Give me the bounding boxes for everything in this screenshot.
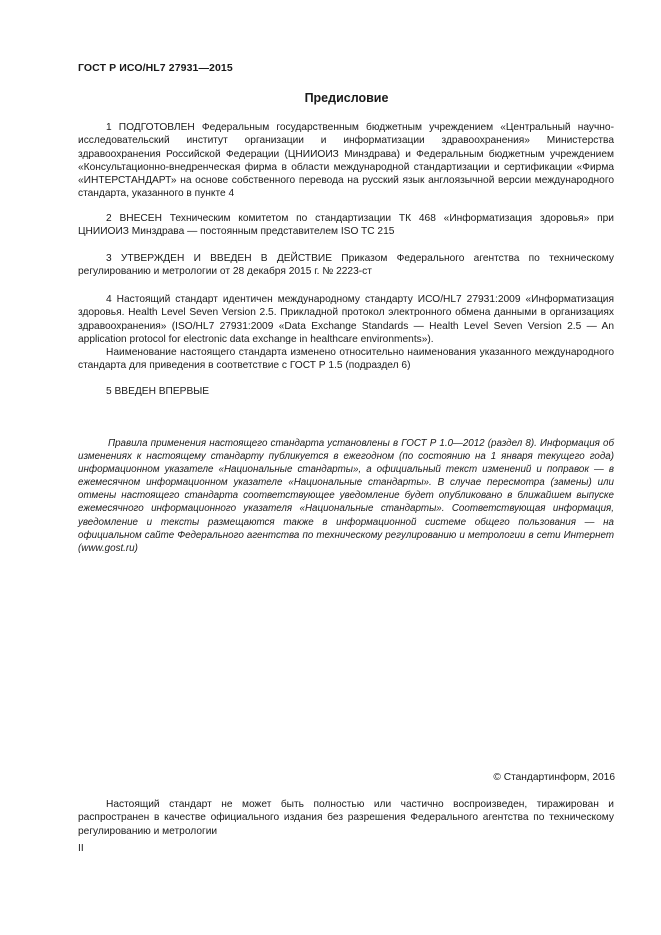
preface-title-text: Предисловие: [304, 91, 389, 105]
standard-code-header: ГОСТ Р ИСО/HL7 27931—2015: [78, 62, 233, 74]
reproduction-restriction-note: Настоящий стандарт не может быть полностью или частично воспроизведен, тиражирован и распространен в качестве официального издания без разрешения Федерального агентства по техническому регулированию и метрологии: [78, 799, 614, 837]
preface-item-4-note: Наименование настоящего стандарта изменено относительно наименования указанного международного стандарта для приведения в соответствие с ГОСТ Р 1.5 (подраздел 6): [78, 347, 614, 372]
preface-item-4-text: 4 Настоящий стандарт идентичен международному стандарту ИСО/HL7 27931:2009 «Информатизация здоровья. Health Level Seven Version 2.5. Прикладной протокол электронного обмена данными в организациях здравоохранения» (ISO/HL7 27931:2009 «Data Exchange Standards — Health Level Seven Version 2.5 — An application protocol for electronic data exchange in healthcare environments»).: [78, 294, 614, 345]
preface-item-5: [78, 385, 614, 398]
preface-item-5-text: 5 ВВЕДЕН ВПЕРВЫЕ: [106, 386, 210, 397]
preface-item-4: [78, 293, 614, 373]
preface-item-2: [78, 212, 614, 239]
preface-title: [0, 91, 661, 105]
page-number: II: [78, 843, 84, 854]
preface-item-2-text: 2 ВНЕСЕН Техническим комитетом по стандартизации ТК 468 «Информатизация здоровья» при ЦНИИОИЗ Минздрава — постоянным представителем ISO TC 215: [78, 213, 614, 238]
preface-item-1: [78, 121, 614, 201]
preface-item-1-text: 1 ПОДГОТОВЛЕН Федеральным государственным бюджетным учреждением «Центральный научно-исследовательский институт организации и информатизации здравоохранения» Министерства здравоохранения Российской Федерации (ЦНИИОИЗ Минздрава) и Федеральным бюджетным учреждением «Консультационно-внедренческая фирма в области международной стандартизации и сертификации «Фирма «ИНТЕРСТАНДАРТ» на основе собственного перевода на русский язык англоязычной версии международного стандарта, указанного в пункте 4: [78, 122, 614, 200]
preface-item-3: [78, 252, 614, 279]
copyright-line: © Стандартинформ, 2016: [493, 772, 615, 783]
application-rules-notice: Правила применения настоящего стандарта установлены в ГОСТ Р 1.0—2012 (раздел 8). Информация об изменениях к настоящему стандарту публикуется в ежегодном (по состоянию на 1 января текущего года) информационном указателе «Национальные стандарты», а официальный текст изменений и поправок — в ежемесячном информационном указателе «Национальные стандарты». В случае пересмотра (замены) или отмены настоящего стандарта соответствующее уведомление будет опубликовано в ближайшем выпуске ежемесячного информационного указателя «Национальные стандарты». Соответствующая информация, уведомление и тексты размещаются также в информационной системе общего пользования — на официальном сайте Федерального агентства по техническому регулированию и метрологии в сети Интернет (www.gost.ru): [78, 438, 614, 554]
preface-item-3-text: 3 УТВЕРЖДЕН И ВВЕДЕН В ДЕЙСТВИЕ Приказом Федерального агентства по техническому регулированию и метрологии от 28 декабря 2015 г. № 2223-ст: [78, 253, 614, 278]
